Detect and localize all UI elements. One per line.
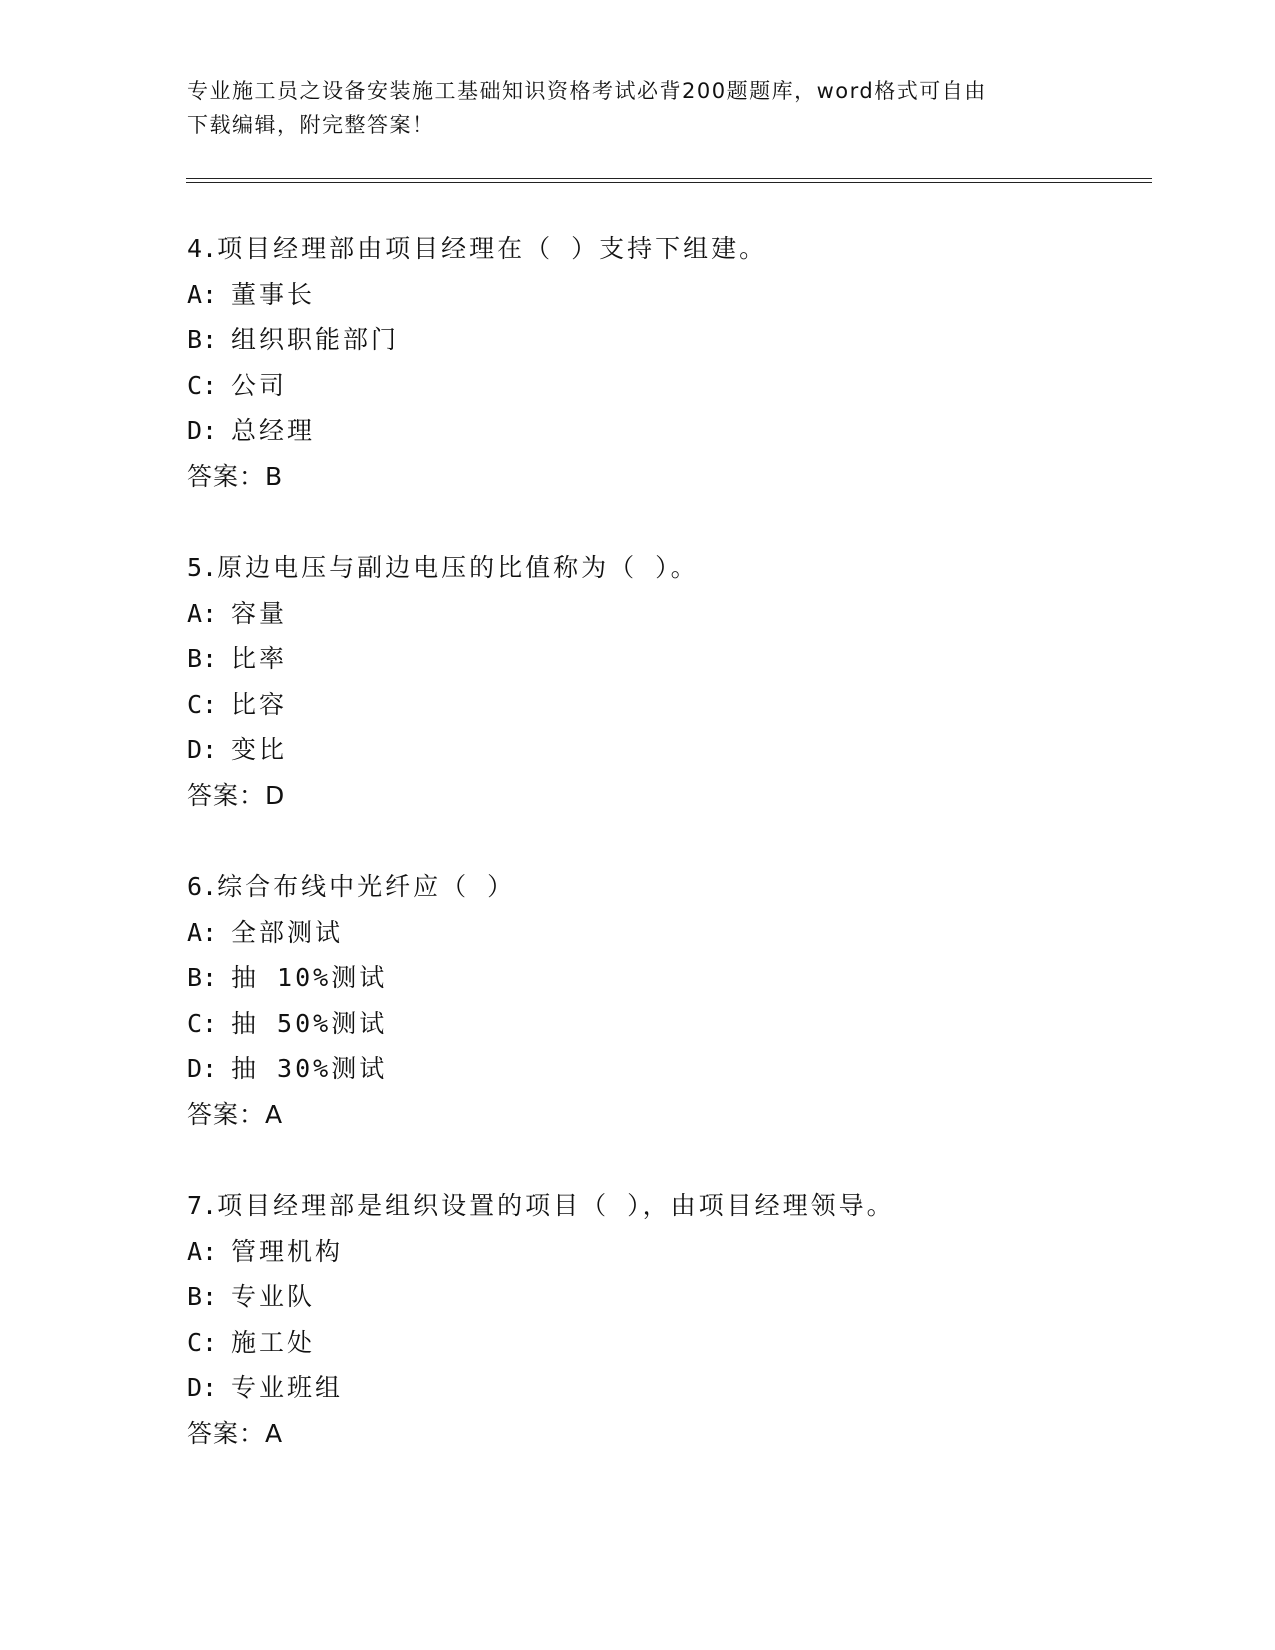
header-line-1: 专业施工员之设备安装施工基础知识资格考试必背200题题库，word格式可自由 <box>187 79 987 103</box>
option-text: 专业班组 <box>231 1373 344 1402</box>
option-letter: C: <box>187 370 218 400</box>
option-letter: D: <box>187 1054 218 1083</box>
question-text: 综合布线中光纤应（ ） <box>217 872 516 901</box>
option-letter: B: <box>187 963 218 992</box>
option-d <box>187 408 1147 454</box>
document-header <box>187 74 1087 142</box>
answer: 答案：B <box>187 461 284 491</box>
option-text: 变比 <box>231 735 288 764</box>
option-text: 抽 10%测试 <box>231 963 388 992</box>
option-letter: D: <box>187 735 218 764</box>
question-text: 项目经理部是组织设置的项目（ ），由项目经理领导。 <box>217 1191 895 1220</box>
option-letter: B: <box>187 325 218 354</box>
question-stem <box>187 1183 1147 1229</box>
option-letter: A: <box>187 1236 218 1266</box>
question-number: 5. <box>187 553 218 582</box>
option-text: 总经理 <box>231 416 316 445</box>
option-a <box>187 591 1147 637</box>
option-text: 组织职能部门 <box>231 325 400 354</box>
option-c <box>187 1001 1147 1047</box>
option-text: 董事长 <box>231 279 316 309</box>
option-c <box>187 363 1147 409</box>
header-divider-top <box>186 178 1152 179</box>
question-list <box>187 226 1147 1502</box>
option-letter: B: <box>187 644 218 673</box>
option-letter: C: <box>187 689 218 719</box>
option-d <box>187 1365 1147 1411</box>
option-d <box>187 1046 1147 1092</box>
question-4 <box>187 226 1147 499</box>
question-text: 项目经理部由项目经理在（ ）支持下组建。 <box>217 234 768 263</box>
option-letter: A: <box>187 917 218 947</box>
option-text: 全部测试 <box>231 917 344 947</box>
option-a <box>187 910 1147 956</box>
option-text: 抽 30%测试 <box>231 1054 388 1083</box>
option-letter: C: <box>187 1008 218 1038</box>
option-letter: A: <box>187 598 218 628</box>
option-text: 施工处 <box>231 1327 316 1357</box>
option-text: 公司 <box>231 370 288 400</box>
answer: 答案：A <box>187 1418 284 1448</box>
option-text: 抽 50%测试 <box>231 1008 388 1038</box>
option-letter: B: <box>187 1282 218 1311</box>
question-number: 7. <box>187 1191 218 1220</box>
option-letter: D: <box>187 416 218 445</box>
option-text: 容量 <box>231 598 288 628</box>
option-text: 比容 <box>231 689 288 719</box>
option-text: 专业队 <box>231 1282 316 1311</box>
answer: 答案：D <box>187 780 286 810</box>
question-stem <box>187 864 1147 910</box>
header-divider-bottom <box>186 182 1152 183</box>
option-text: 比率 <box>231 644 288 673</box>
question-stem <box>187 226 1147 272</box>
question-5 <box>187 545 1147 818</box>
option-letter: D: <box>187 1373 218 1402</box>
option-letter: C: <box>187 1327 218 1357</box>
question-6 <box>187 864 1147 1137</box>
question-stem <box>187 545 1147 591</box>
option-d <box>187 727 1147 773</box>
answer: 答案：A <box>187 1099 284 1129</box>
option-letter: A: <box>187 279 218 309</box>
option-b <box>187 1274 1147 1320</box>
question-text: 原边电压与副边电压的比值称为（ ）。 <box>217 553 699 582</box>
question-7 <box>187 1183 1147 1456</box>
option-c <box>187 682 1147 728</box>
option-a <box>187 272 1147 318</box>
option-b <box>187 636 1147 682</box>
option-b <box>187 317 1147 363</box>
question-number: 6. <box>187 872 218 901</box>
header-line-2: 下载编辑，附完整答案！ <box>187 113 435 137</box>
option-a <box>187 1229 1147 1275</box>
option-c <box>187 1320 1147 1366</box>
question-number: 4. <box>187 234 218 263</box>
option-text: 管理机构 <box>231 1236 344 1266</box>
option-b <box>187 955 1147 1001</box>
